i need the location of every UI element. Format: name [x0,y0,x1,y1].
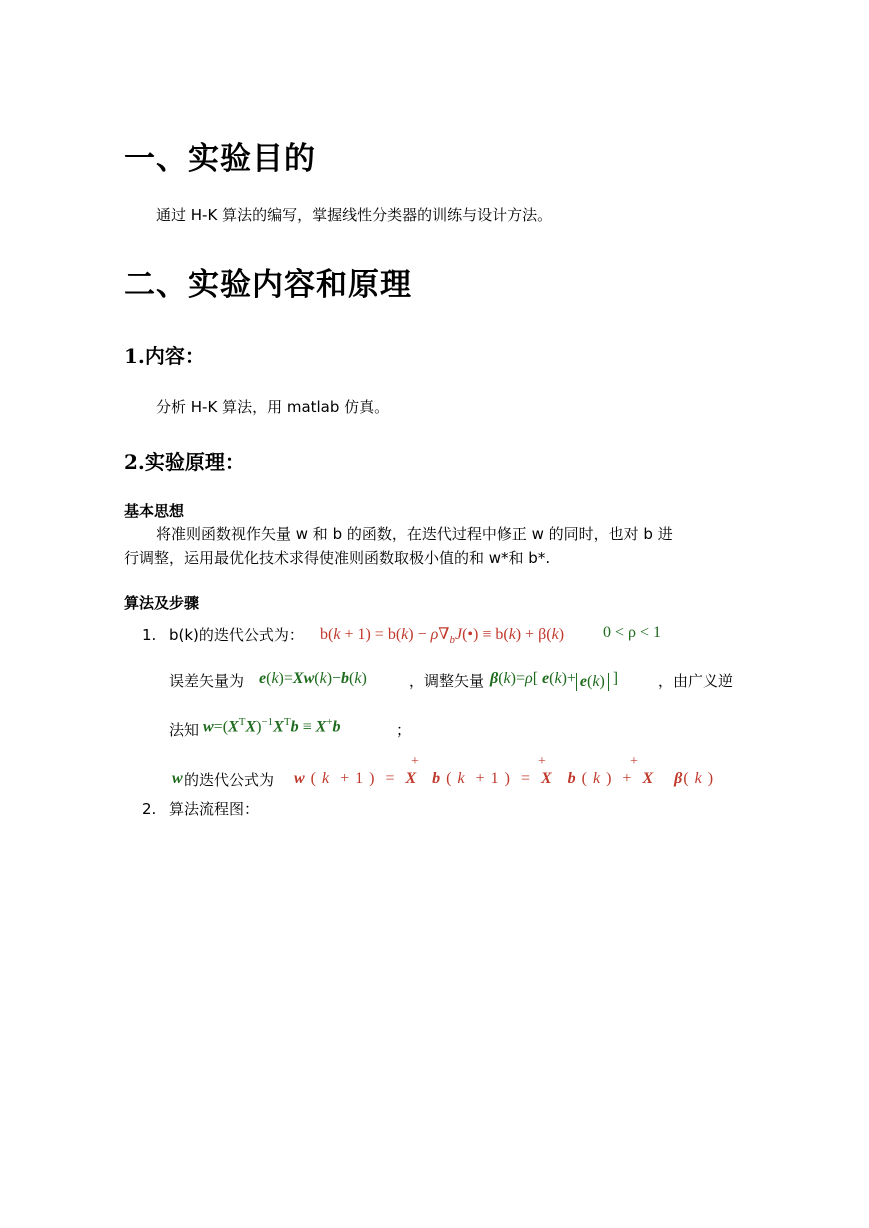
subheading-content: 1.内容： [124,344,205,368]
step-1-number: 1. [142,626,157,644]
inverse-semicolon: ； [396,721,412,739]
w-iteration-formula: w ( k + 1 ) = X b ( k + 1 ) = X b ( k ) + X β( k ) [294,770,715,787]
basic-idea-line-1: 将准则函数视作矢量 w 和 b 的函数，在迭代过程中修正 w 的同时，也对 b 进 [156,525,673,543]
content-text: 分析 H-K 算法，用 matlab 仿真。 [156,398,390,416]
w-iteration-label: 的迭代公式为 [184,771,275,789]
pseudo-inverse-formula: $w=(X^TX)^{-1}X^Tb \equiv X^+b$ [203,716,341,736]
step-1-label: b(k)的迭代公式为： [169,626,304,644]
inverse-label: 法知 [169,721,200,739]
b-iteration-formula: $b(k + 1) = b(k) - \rho\nabla_bJ(•) \equiv b(k) + \beta(k)$ [320,626,565,647]
w-symbol: w [172,770,183,787]
purpose-text: 通过 H-K 算法的编写，掌握线性分类器的训练与设计方法。 [156,206,553,224]
inverse-tail-text: ，由广义逆 [658,672,734,690]
section-heading-content: 二、实验内容和原理 [124,267,412,303]
section-heading-purpose: 一、实验目的 [124,141,316,177]
plus-superscript-3: + [630,754,638,769]
basic-idea-heading: 基本思想 [124,502,185,520]
step-2-label: 算法流程图： [169,800,260,818]
adjust-vector-formula: β(k)=ρ[ e(k)+ e(k) ] [490,670,619,690]
plus-superscript-2: + [538,754,546,769]
step-2-number: 2. [142,800,157,818]
rho-constraint: 0 < ρ < 1 [603,624,662,641]
error-vector-label: 误差矢量为 [169,672,245,690]
subheading-principle: 2.实验原理： [124,450,245,474]
plus-superscript-1: + [411,754,419,769]
algorithm-heading: 算法及步骤 [124,594,200,612]
adjust-vector-label: ，调整矢量 [409,672,485,690]
error-vector-formula: e(k)=Xw(k)−b(k) [259,670,367,687]
basic-idea-line-2: 行调整，运用最优化技术求得使准则函数取极小值的和 w*和 b*. [124,549,551,567]
